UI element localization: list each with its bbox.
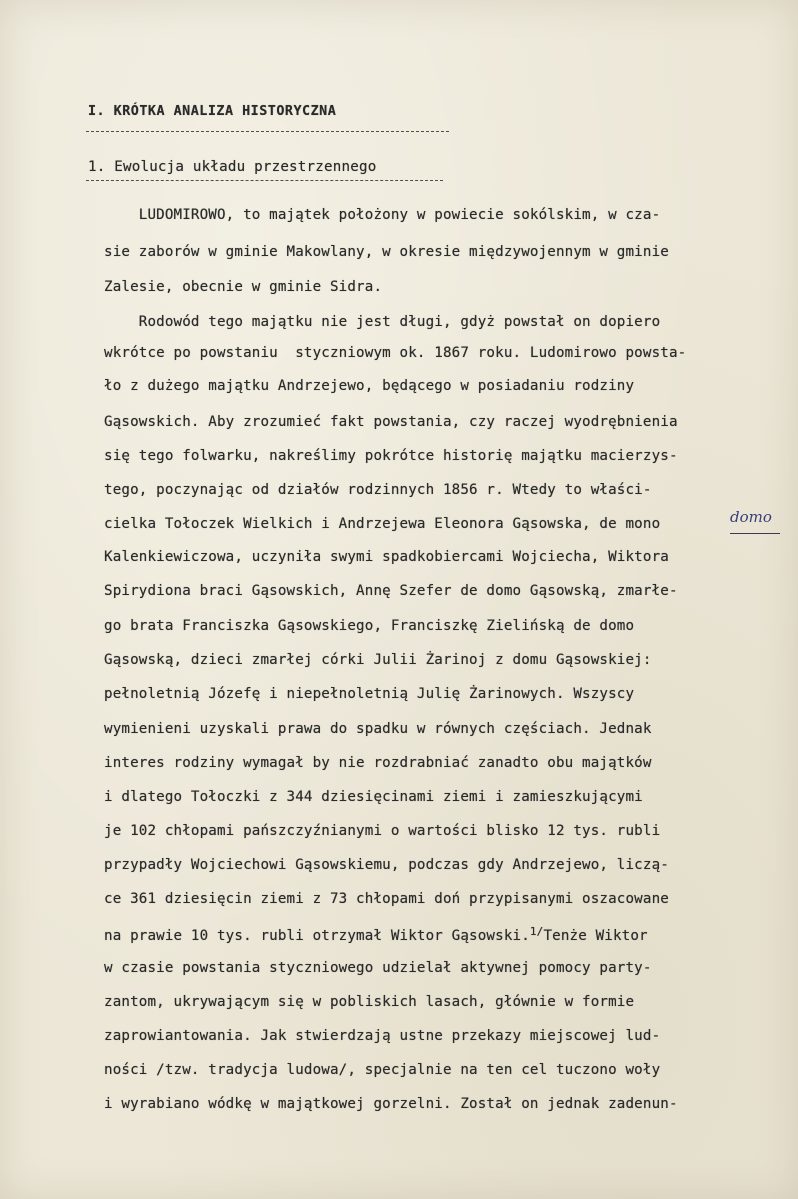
text-line: LUDOMIROWO, to majątek położony w powiecie sokólskim, w cza- — [104, 207, 661, 223]
text-line: go brata Franciszka Gąsowskiego, Franciszkę Zielińską de domo — [104, 618, 635, 634]
text-line: Gąsowskich. Aby zrozumieć fakt powstania, czy raczej wyodrębnienia — [104, 414, 678, 430]
text-line: wkrótce po powstaniu styczniowym ok. 1867 roku. Ludomirowo powsta- — [104, 345, 687, 361]
strikethrough-mark — [730, 533, 780, 534]
text-line: Gąsowską, dzieci zmarłej córki Julii Żarinoj z domu Gąsowskiej: — [104, 652, 652, 668]
text-line: zantom, ukrywającym się w pobliskich lasach, głównie w formie — [104, 994, 635, 1010]
text-line: Kalenkiewiczowa, uczyniła swymi spadkobiercami Wojciecha, Wiktora — [104, 549, 669, 565]
text-line: interes rodziny wymagał by nie rozdrabniać zanadto obu majątków — [104, 755, 652, 771]
text-line: je 102 chłopami pańszczyźnianymi o wartości blisko 12 tys. rubli — [104, 823, 661, 839]
text-line: i wyrabiano wódkę w majątkowej gorzelni. Został on jednak zadenun- — [104, 1096, 678, 1112]
text-line: cielka Tołoczek Wielkich i Andrzejewa Eleonora Gąsowska, de mono — [104, 516, 661, 532]
text-line: Spirydiona braci Gąsowskich, Annę Szefer de domo Gąsowską, zmarłe- — [104, 583, 678, 599]
text-line: i dlatego Tołoczki z 344 dziesięcinami ziemi i zamieszkującymi — [104, 789, 643, 805]
text-line: Rodowód tego majątku nie jest długi, gdyż powstał on dopiero — [104, 314, 661, 330]
section-heading: 1. Ewolucja układu przestrzennego — [88, 159, 377, 175]
text-line: ce 361 dziesięcin ziemi z 73 chłopami doń przypisanymi oszacowane — [104, 891, 669, 907]
text-line-with-footnote — [104, 925, 648, 944]
text-line: w czasie powstania styczniowego udzielał aktywnej pomocy party- — [104, 960, 652, 976]
text-line: zaprowiantowania. Jak stwierdzają ustne przekazy miejscowej lud- — [104, 1028, 661, 1044]
text-line: ności /tzw. tradycja ludowa/, specjalnie na ten cel tuczono woły — [104, 1062, 661, 1078]
text-line: Zalesie, obecnie w gminie Sidra. — [104, 279, 383, 295]
handwritten-correction: domo — [730, 508, 772, 526]
text-segment: na prawie 10 tys. rubli otrzymał Wiktor Gąsowski. — [104, 928, 530, 944]
text-line: sie zaborów w gminie Makowlany, w okresie międzywojennym w gminie — [104, 244, 669, 260]
chapter-heading: I. KRÓTKA ANALIZA HISTORYCZNA — [88, 104, 337, 119]
text-line: ło z dużego majątku Andrzejewo, będącego w posiadaniu rodziny — [104, 378, 635, 394]
text-line: tego, poczynając od działów rodzinnych 1856 r. Wtedy to właści- — [104, 482, 652, 498]
text-segment: Tenże Wiktor — [543, 928, 648, 944]
text-line: pełnoletnią Józefę i niepełnoletnią Julię Żarinowych. Wszyscy — [104, 686, 635, 702]
chapter-heading-underline — [86, 131, 449, 132]
footnote-marker: 1/ — [529, 925, 544, 938]
text-line: się tego folwarku, nakreślimy pokrótce historię majątku macierzys- — [104, 448, 678, 464]
text-line: wymienieni uzyskali prawa do spadku w równych częściach. Jednak — [104, 721, 652, 737]
section-heading-underline — [86, 180, 443, 181]
text-line: przypadły Wojciechowi Gąsowskiemu, podczas gdy Andrzejewo, liczą- — [104, 857, 669, 873]
